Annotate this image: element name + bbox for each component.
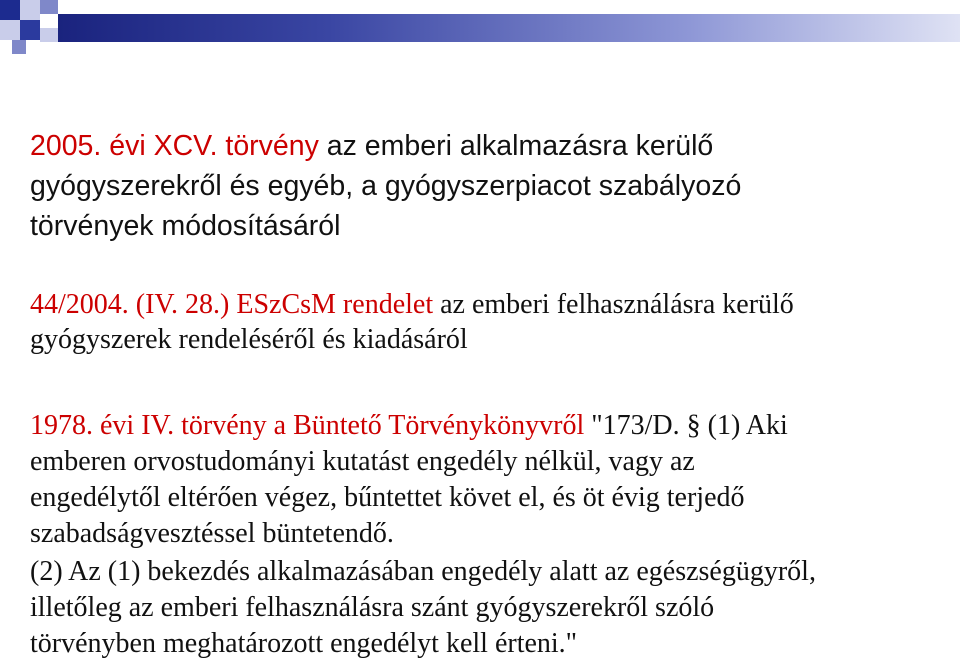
- act-1978-title: 1978. évi IV. törvény a Büntető Törvénykönyvről: [30, 410, 585, 441]
- act-2005-text: az emberi alkalmazásra kerülő: [318, 130, 714, 162]
- decorative-square: [12, 40, 26, 54]
- decorative-square: [0, 0, 20, 20]
- act-1978-quote-start: "173/D. § (1) Aki: [584, 410, 788, 441]
- decree-2004-paragraph: [30, 287, 930, 357]
- decree-2004-line-1: [30, 287, 930, 322]
- decorative-square: [20, 0, 40, 20]
- header-gradient-bar: [58, 14, 960, 42]
- decorative-square: [40, 28, 58, 42]
- act-1978-line-1: [30, 408, 950, 444]
- decree-2004-title: 44/2004. (IV. 28.) ESzCsM rendelet: [30, 289, 434, 320]
- decree-2004-line-2: gyógyszerek rendeléséről és kiadásáról: [30, 324, 468, 355]
- act-1978-line-3: engedélytől eltérően végez, bűntettet követ el, és öt évig terjedő: [30, 482, 745, 513]
- act-1978-line-2: emberen orvostudományi kutatást engedély nélkül, vagy az: [30, 446, 695, 477]
- act-2005-line-3: törvények módosításáról: [30, 210, 341, 242]
- act-2005-paragraph: [30, 126, 930, 246]
- act-1978-line-7: törvényben meghatározott engedélyt kell érteni.": [30, 628, 578, 659]
- decorative-square: [0, 20, 20, 40]
- act-1978-paragraph-2: [30, 554, 955, 662]
- act-1978-line-6: illetőleg az emberi felhasználásra szánt gyógyszerekről szóló: [30, 592, 715, 623]
- decree-2004-text: az emberi felhasználásra kerülő: [433, 289, 794, 320]
- act-2005-title: 2005. évi XCV. törvény: [30, 130, 319, 162]
- act-1978-line-5: (2) Az (1) bekezdés alkalmazásában engedély alatt az egészségügyről,: [30, 556, 816, 587]
- decorative-square: [20, 20, 40, 40]
- act-2005-line-2: gyógyszerekről és egyéb, a gyógyszerpiacot szabályozó: [30, 170, 742, 202]
- act-1978-paragraph: [30, 408, 950, 552]
- decorative-square: [40, 0, 58, 14]
- act-2005-line-1: [30, 126, 930, 166]
- act-1978-line-4: szabadságvesztéssel büntetendő.: [30, 518, 394, 549]
